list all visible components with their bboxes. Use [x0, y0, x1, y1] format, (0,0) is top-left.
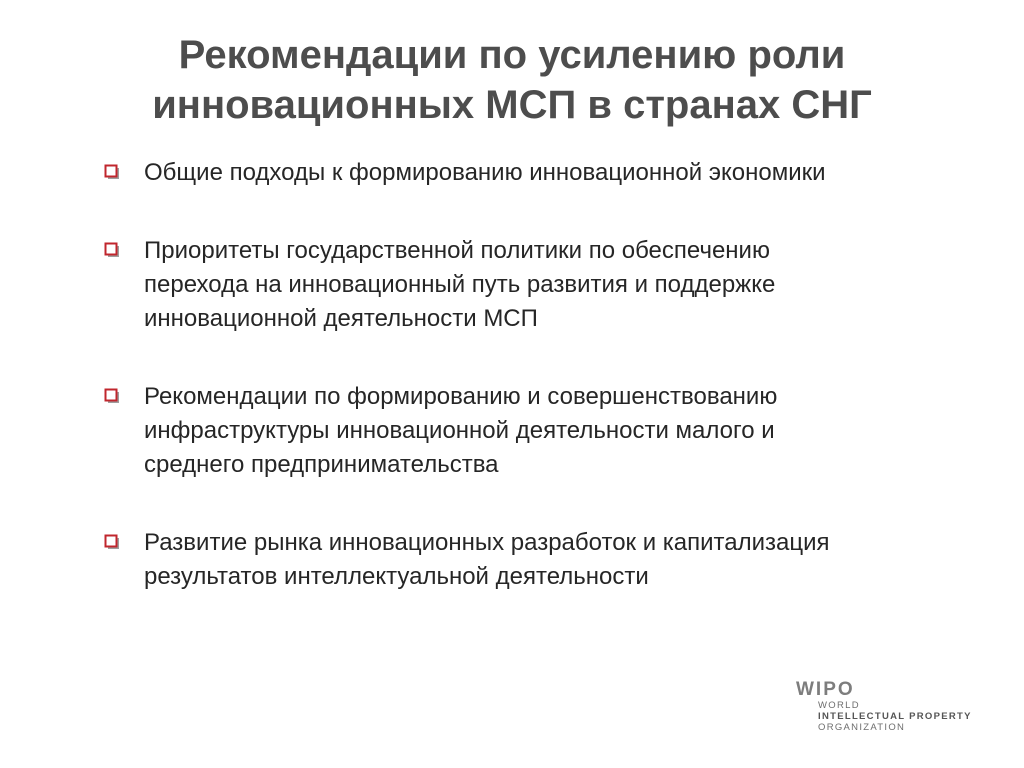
- checkbox-square-icon: [104, 388, 120, 404]
- bullet-item-3: [104, 380, 984, 482]
- bullet-item-4: [104, 526, 984, 594]
- bullet-1-line-1: Общие подходы к формированию инновационной экономики: [144, 159, 826, 186]
- bullet-item-1: [104, 156, 984, 190]
- bullet-4-line-2: результатов интеллектуальной деятельности: [144, 563, 649, 590]
- slide-title: [0, 30, 1024, 130]
- checkbox-square-icon: [104, 242, 120, 258]
- checkbox-square-icon: [104, 534, 120, 550]
- logo-line-2: INTELLECTUAL PROPERTY: [818, 711, 972, 722]
- bullet-4-line-1: Развитие рынка инновационных разработок и капитализация: [144, 529, 830, 556]
- checkbox-square-icon: [104, 164, 120, 180]
- wipo-logo: [796, 680, 996, 740]
- bullet-2-line-3: инновационной деятельности МСП: [144, 305, 538, 332]
- bullet-list: [104, 156, 984, 594]
- bullet-2-line-2: перехода на инновационный путь развития и поддержке: [144, 271, 776, 298]
- title-line-2: инновационных МСП в странах СНГ: [152, 83, 872, 127]
- bullet-2-line-1: Приоритеты государственной политики по обеспечению: [144, 237, 770, 264]
- logo-wordmark: WIPO: [796, 679, 855, 700]
- bullet-3-line-2: инфраструктуры инновационной деятельности малого и: [144, 417, 775, 444]
- logo-line-3: ORGANIZATION: [818, 722, 906, 733]
- bullet-item-2: [104, 234, 984, 336]
- bullet-3-line-1: Рекомендации по формированию и совершенствованию: [144, 383, 778, 410]
- bullet-3-line-3: среднего предпринимательства: [144, 451, 499, 478]
- logo-line-1: WORLD: [818, 700, 860, 711]
- title-line-1: Рекомендации по усилению роли: [178, 33, 846, 77]
